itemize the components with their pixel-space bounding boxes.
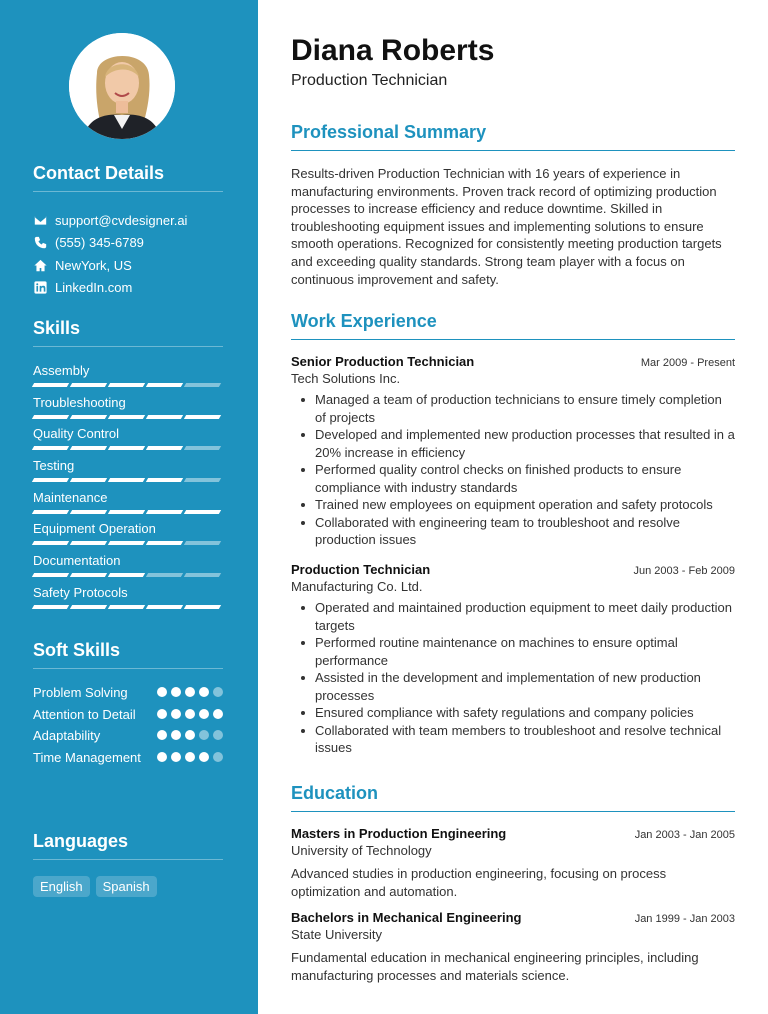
contact-list xyxy=(33,209,223,299)
languages-list xyxy=(33,876,157,897)
experience-heading: Work Experience xyxy=(291,311,735,340)
skill-name: Safety Protocols xyxy=(33,584,128,600)
job-bullet: Collaborated with engineering team to troubleshoot and resolve production issues xyxy=(291,514,735,549)
education-entry xyxy=(291,826,735,900)
skill-level-segment xyxy=(146,383,183,387)
languages-heading: Languages xyxy=(33,831,223,860)
job-dates: Mar 2009 - Present xyxy=(640,357,735,369)
skill-level-segment xyxy=(108,446,145,450)
skill-level-bar xyxy=(33,478,223,482)
skill-level-segment xyxy=(184,415,221,419)
skill-level-segment xyxy=(184,383,221,387)
job-bullet: Performed routine maintenance on machines to ensure optimal performance xyxy=(291,634,735,669)
rating-dot xyxy=(185,752,195,762)
job-bullet: Collaborated with team members to troubleshoot and resolve technical issues xyxy=(291,722,735,757)
degree: Bachelors in Mechanical Engineering xyxy=(291,910,522,925)
contact-location xyxy=(33,254,223,277)
skill-level-segment xyxy=(146,510,183,514)
soft-skill-rating xyxy=(157,727,223,740)
soft-skill-item xyxy=(33,749,223,767)
job-bullets xyxy=(291,599,735,757)
profile-photo xyxy=(69,33,175,139)
skill-level-segment xyxy=(184,478,221,482)
soft-skill-rating xyxy=(157,706,223,719)
job-bullets xyxy=(291,391,735,549)
skill-level-segment xyxy=(184,510,221,514)
skills-heading: Skills xyxy=(33,318,223,347)
contact-email-text: support@cvdesigner.ai xyxy=(55,212,188,228)
skill-item xyxy=(33,584,223,616)
contact-email[interactable] xyxy=(33,209,223,232)
skill-level-segment xyxy=(70,446,107,450)
job-title: Senior Production Technician xyxy=(291,354,475,369)
skill-level-segment xyxy=(70,510,107,514)
skill-level-segment xyxy=(146,573,183,577)
skill-level-segment xyxy=(32,510,69,514)
education-dates: Jan 2003 - Jan 2005 xyxy=(634,829,735,841)
contact-heading: Contact Details xyxy=(33,163,223,192)
skill-level-segment xyxy=(146,478,183,482)
education-dates: Jan 1999 - Jan 2003 xyxy=(634,913,735,925)
job-company: Manufacturing Co. Ltd. xyxy=(291,579,423,594)
skills-list xyxy=(33,362,223,616)
candidate-name: Diana Roberts xyxy=(291,34,495,67)
job-dates: Jun 2003 - Feb 2009 xyxy=(633,565,735,577)
skill-level-segment xyxy=(146,541,183,545)
school: State University xyxy=(291,927,383,942)
contact-linkedin-text: LinkedIn.com xyxy=(55,280,133,296)
skill-level-bar xyxy=(33,541,223,545)
skill-name: Assembly xyxy=(33,363,90,378)
rating-dot xyxy=(185,687,195,697)
education-entry xyxy=(291,910,735,984)
skill-level-segment xyxy=(146,446,183,450)
skill-name: Maintenance xyxy=(33,489,108,505)
skill-level-segment xyxy=(32,383,69,387)
skill-level-segment xyxy=(32,446,69,450)
skill-level-segment xyxy=(32,605,69,609)
skill-level-segment xyxy=(184,541,221,545)
rating-dot xyxy=(157,730,167,740)
rating-dot xyxy=(213,752,223,762)
skill-level-segment xyxy=(108,605,145,609)
rating-dot xyxy=(157,709,167,719)
rating-dot xyxy=(199,730,209,740)
skill-item xyxy=(33,489,223,521)
envelope-icon xyxy=(33,213,47,227)
job-bullet: Performed quality control checks on finished products to ensure compliance with industry standards xyxy=(291,461,735,496)
language-tag: English xyxy=(33,876,90,897)
soft-skill-name: Problem Solving xyxy=(33,685,128,700)
skill-level-bar xyxy=(33,383,223,387)
skill-level-segment xyxy=(146,415,183,419)
skill-level-segment xyxy=(184,446,221,450)
rating-dot xyxy=(157,687,167,697)
rating-dot xyxy=(171,752,181,762)
rating-dot xyxy=(199,687,209,697)
skill-level-segment xyxy=(70,541,107,545)
language-tag: Spanish xyxy=(96,876,157,897)
job-bullet: Assisted in the development and implementation of new production processes xyxy=(291,669,735,704)
skill-item xyxy=(33,457,223,489)
skill-name: Troubleshooting xyxy=(33,394,126,410)
job-bullet: Ensured compliance with safety regulations and company policies xyxy=(291,704,735,722)
rating-dot xyxy=(213,687,223,697)
soft-skill-item xyxy=(33,727,223,745)
school: University of Technology xyxy=(291,843,432,858)
soft-skill-rating xyxy=(157,684,223,697)
linkedin-icon xyxy=(33,281,47,295)
skill-level-segment xyxy=(70,415,107,419)
skill-level-segment xyxy=(184,573,221,577)
job-bullet: Operated and maintained production equipment to meet daily production targets xyxy=(291,599,735,634)
soft-skill-rating xyxy=(157,749,223,762)
skill-level-segment xyxy=(32,573,69,577)
skill-level-segment xyxy=(32,478,69,482)
job-bullet: Developed and implemented new production processes that resulted in a 20% increase in efficiency xyxy=(291,426,735,461)
skill-level-bar xyxy=(33,573,223,577)
job-company: Tech Solutions Inc. xyxy=(291,371,401,386)
job-entry xyxy=(291,562,735,757)
skill-level-segment xyxy=(70,573,107,577)
soft-skill-item xyxy=(33,684,223,702)
rating-dot xyxy=(171,730,181,740)
skill-item xyxy=(33,425,223,457)
skill-level-segment xyxy=(184,605,221,609)
education-heading: Education xyxy=(291,783,735,812)
degree: Masters in Production Engineering xyxy=(291,826,507,841)
summary-heading: Professional Summary xyxy=(291,122,735,151)
contact-location-text: NewYork, US xyxy=(55,257,132,273)
rating-dot xyxy=(157,752,167,762)
skill-level-segment xyxy=(32,415,69,419)
skill-item xyxy=(33,362,223,394)
soft-skill-name: Attention to Detail xyxy=(33,706,136,722)
skill-level-bar xyxy=(33,510,223,514)
skill-name: Equipment Operation xyxy=(33,521,156,537)
contact-phone[interactable] xyxy=(33,232,223,255)
rating-dot xyxy=(199,709,209,719)
skill-item xyxy=(33,520,223,552)
education-description: Advanced studies in production engineering, focusing on process optimization and automation. xyxy=(291,866,667,899)
avatar xyxy=(69,33,175,139)
job-entry xyxy=(291,354,735,549)
skill-level-segment xyxy=(108,573,145,577)
skill-level-segment xyxy=(108,415,145,419)
soft-skill-name: Time Management xyxy=(33,749,141,765)
skill-level-segment xyxy=(70,478,107,482)
summary-text: Results-driven Production Technician with 16 years of experience in manufacturing environments. Proven track record of optimizing production processes to increase efficiency and reduce downtime. Skilled in troubleshooting equipment issues and implementing solutions to ensure smooth operations. Recognized for consistently meeting production targets and exceeding quality standards. Strong team player with a focus on continuous improvement and safety. xyxy=(291,166,722,287)
soft-skill-name: Adaptability xyxy=(33,728,101,743)
sidebar xyxy=(0,0,258,1014)
skill-level-bar xyxy=(33,605,223,609)
phone-icon xyxy=(33,236,47,250)
skill-name: Quality Control xyxy=(33,426,119,442)
home-icon xyxy=(33,258,47,272)
rating-dot xyxy=(199,752,209,762)
skill-level-bar xyxy=(33,446,223,450)
candidate-title: Production Technician xyxy=(291,72,448,89)
skill-level-segment xyxy=(108,541,145,545)
skill-item xyxy=(33,394,223,426)
skill-level-segment xyxy=(108,478,145,482)
skill-level-segment xyxy=(32,541,69,545)
skill-item xyxy=(33,552,223,584)
soft-skills-list xyxy=(33,684,223,770)
rating-dot xyxy=(185,730,195,740)
soft-skills-heading: Soft Skills xyxy=(33,640,223,669)
skill-level-segment xyxy=(108,510,145,514)
contact-linkedin[interactable] xyxy=(33,277,223,300)
rating-dot xyxy=(171,687,181,697)
skill-level-segment xyxy=(108,383,145,387)
skill-level-segment xyxy=(70,605,107,609)
job-title: Production Technician xyxy=(291,562,431,577)
skill-level-segment xyxy=(70,383,107,387)
rating-dot xyxy=(213,709,223,719)
education-description: Fundamental education in mechanical engineering principles, including manufacturing processes and materials science. xyxy=(291,950,699,983)
contact-phone-text: (555) 345-6789 xyxy=(55,235,144,251)
job-bullet: Managed a team of production technicians to ensure timely completion of projects xyxy=(291,391,735,426)
rating-dot xyxy=(171,709,181,719)
skill-level-segment xyxy=(146,605,183,609)
skill-name: Testing xyxy=(33,458,75,474)
rating-dot xyxy=(213,730,223,740)
job-bullet: Trained new employees on equipment operation and safety protocols xyxy=(291,496,735,514)
rating-dot xyxy=(185,709,195,719)
skill-name: Documentation xyxy=(33,553,121,569)
soft-skill-item xyxy=(33,706,223,724)
skill-level-bar xyxy=(33,415,223,419)
